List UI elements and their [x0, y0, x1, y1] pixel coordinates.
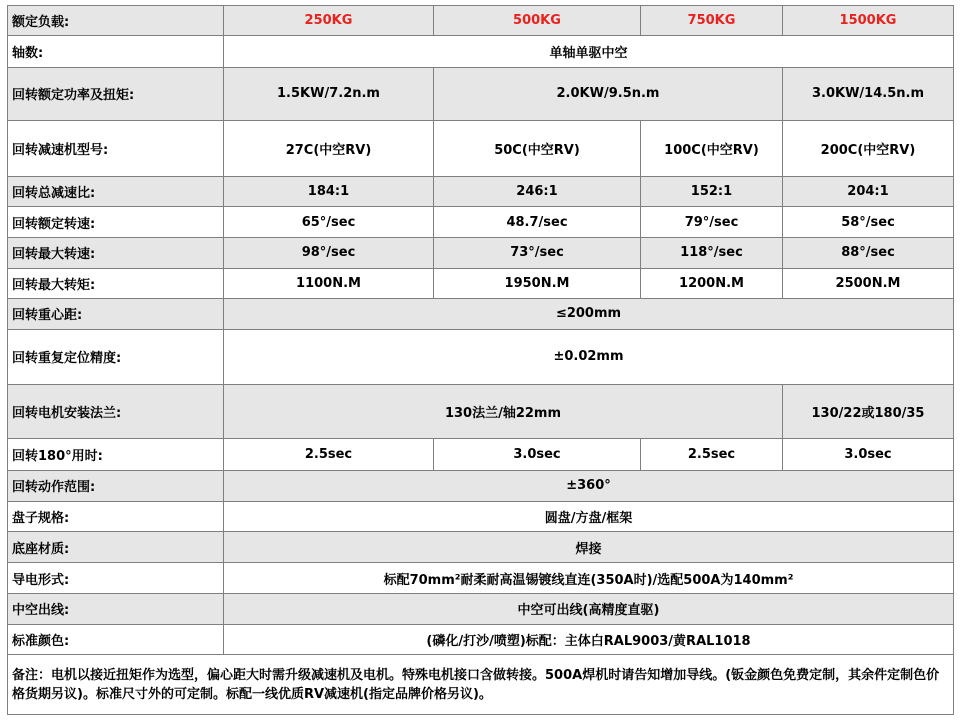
cell-value: 98°/sec — [224, 238, 434, 268]
row-label: 标准颜色: — [8, 624, 224, 654]
cell-value: 50C(中空RV) — [434, 121, 641, 177]
cell-value: 27C(中空RV) — [224, 121, 434, 177]
row-label: 回转减速机型号: — [8, 121, 224, 177]
cell-value: 3.0sec — [783, 439, 954, 470]
cell-value: 130/22或180/35 — [783, 384, 954, 439]
cell-value: 3.0KW/14.5n.m — [783, 67, 954, 121]
cell-value: ≤200mm — [224, 298, 954, 329]
cell-value: ±0.02mm — [224, 330, 954, 385]
row-label: 回转重心距: — [8, 298, 224, 329]
cell-value: 184:1 — [224, 176, 434, 206]
cell-value: 118°/sec — [641, 238, 783, 268]
cell-value: 标配70mm²耐柔耐高温锡镀线直连(350A时)/选配500A为140mm² — [224, 563, 954, 593]
row-reducer-model — [8, 121, 954, 177]
cell-value: 152:1 — [641, 176, 783, 206]
row-note — [8, 655, 954, 715]
cell-value: 79°/sec — [641, 206, 783, 237]
cell-value: 1.5KW/7.2n.m — [224, 67, 434, 121]
cell-value: 圆盘/方盘/框架 — [224, 501, 954, 531]
row-hollow-outlet — [8, 593, 954, 624]
cell-value: (磷化/打沙/喷塑)标配：主体白RAL9003/黄RAL1018 — [224, 624, 954, 654]
cell-value: ±360° — [224, 470, 954, 501]
cell-value: 58°/sec — [783, 206, 954, 237]
cell-value: 2.5sec — [641, 439, 783, 470]
row-label: 盘子规格: — [8, 501, 224, 531]
row-reduction-ratio — [8, 176, 954, 206]
row-label: 额定负载: — [8, 6, 224, 36]
cell-value: 1950N.M — [434, 268, 641, 298]
row-conduction — [8, 563, 954, 593]
row-rated-power-torque — [8, 67, 954, 121]
row-label: 回转重复定位精度: — [8, 330, 224, 385]
row-label: 回转最大转矩: — [8, 268, 224, 298]
load-1500kg: 1500KG — [783, 6, 954, 36]
cell-value: 200C(中空RV) — [783, 121, 954, 177]
row-label: 轴数: — [8, 36, 224, 67]
cell-value: 130法兰/轴22mm — [224, 384, 783, 439]
row-180-time — [8, 439, 954, 470]
row-label: 回转总减速比: — [8, 176, 224, 206]
cell-value: 3.0sec — [434, 439, 641, 470]
cell-value: 2.0KW/9.5n.m — [434, 67, 783, 121]
row-label: 回转额定转速: — [8, 206, 224, 237]
row-plate-spec — [8, 501, 954, 531]
cell-value: 65°/sec — [224, 206, 434, 237]
load-250kg: 250KG — [224, 6, 434, 36]
row-label: 中空出线: — [8, 593, 224, 624]
row-label: 回转最大转速: — [8, 238, 224, 268]
cell-value: 中空可出线(高精度直驱) — [224, 593, 954, 624]
row-label: 回转180°用时: — [8, 439, 224, 470]
row-label: 回转动作范围: — [8, 470, 224, 501]
cell-value: 焊接 — [224, 532, 954, 563]
row-motion-range — [8, 470, 954, 501]
row-base-material — [8, 532, 954, 563]
cell-value: 73°/sec — [434, 238, 641, 268]
cell-value: 88°/sec — [783, 238, 954, 268]
row-label: 回转电机安装法兰: — [8, 384, 224, 439]
row-max-torque — [8, 268, 954, 298]
cell-value: 100C(中空RV) — [641, 121, 783, 177]
row-rated-load — [8, 6, 954, 36]
load-500kg: 500KG — [434, 6, 641, 36]
row-max-speed — [8, 238, 954, 268]
cell-value: 2500N.M — [783, 268, 954, 298]
load-750kg: 750KG — [641, 6, 783, 36]
spec-table — [7, 5, 954, 715]
note-text: 备注：电机以接近扭矩作为选型，偏心距大时需升级减速机及电机。特殊电机接口含做转接。500A焊机时请告知增加导线。(钣金颜色免费定制，其余件定制色价格货期另议)。标准尺寸外的可定制。标配一线优质RV减速机(指定品牌价格另议)。 — [8, 655, 954, 715]
cell-value: 2.5sec — [224, 439, 434, 470]
row-repeat-accuracy — [8, 330, 954, 385]
row-label: 回转额定功率及扭矩: — [8, 67, 224, 121]
row-label: 底座材质: — [8, 532, 224, 563]
row-center-distance — [8, 298, 954, 329]
cell-value: 1100N.M — [224, 268, 434, 298]
row-motor-flange — [8, 384, 954, 439]
cell-value: 单轴单驱中空 — [224, 36, 954, 67]
row-label: 导电形式: — [8, 563, 224, 593]
row-standard-color — [8, 624, 954, 654]
row-axis-count — [8, 36, 954, 67]
row-rated-speed — [8, 206, 954, 237]
cell-value: 48.7/sec — [434, 206, 641, 237]
cell-value: 246:1 — [434, 176, 641, 206]
cell-value: 204:1 — [783, 176, 954, 206]
cell-value: 1200N.M — [641, 268, 783, 298]
